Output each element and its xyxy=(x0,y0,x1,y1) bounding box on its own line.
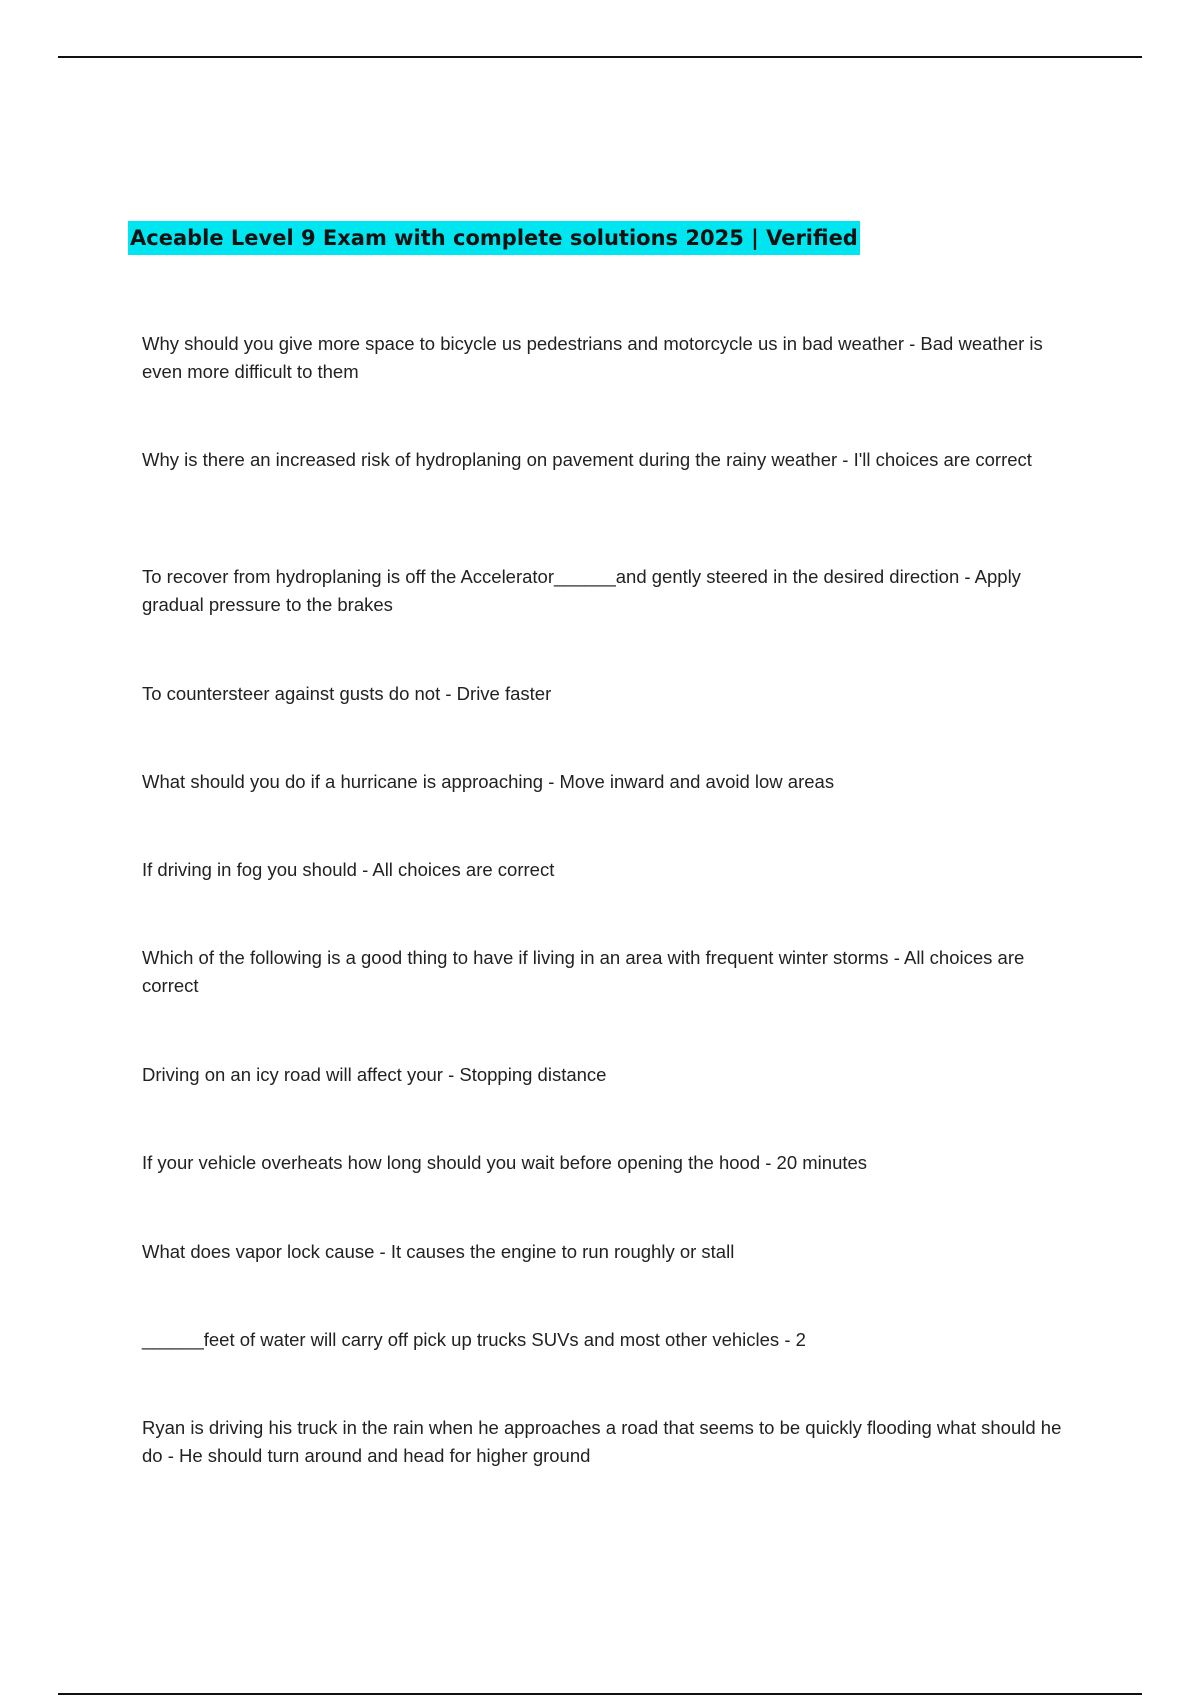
qa-item-5: What should you do if a hurricane is approaching - Move inward and avoid low areas xyxy=(142,771,835,792)
document-title: Aceable Level 9 Exam with complete solutions 2025 | Verified xyxy=(128,221,860,255)
qa-item-9: If your vehicle overheats how long should you wait before opening the hood - 20 minutes xyxy=(142,1152,868,1173)
top-rule xyxy=(58,56,1142,58)
qa-item-7: Which of the following is a good thing to have if living in an area with frequent winter storms - All choices are correct xyxy=(142,947,1025,996)
title-block xyxy=(128,221,860,255)
qa-item-2: Why is there an increased risk of hydroplaning on pavement during the rainy weather - I'll choices are correct xyxy=(142,449,1032,470)
qa-item-10: What does vapor lock cause - It causes the engine to run roughly or stall xyxy=(142,1241,735,1262)
qa-item-12: Ryan is driving his truck in the rain when he approaches a road that seems to be quickly flooding what should he do - He should turn around and head for higher ground xyxy=(142,1417,1062,1466)
qa-item-6: If driving in fog you should - All choices are correct xyxy=(142,859,555,880)
qa-item-4: To countersteer against gusts do not - Drive faster xyxy=(142,683,552,704)
qa-item-1: Why should you give more space to bicycle us pedestrians and motorcycle us in bad weather - Bad weather is even more difficult to them xyxy=(142,333,1043,382)
qa-item-11: ______feet of water will carry off pick up trucks SUVs and most other vehicles - 2 xyxy=(142,1329,806,1350)
qa-item-8: Driving on an icy road will affect your - Stopping distance xyxy=(142,1064,607,1085)
bottom-rule xyxy=(58,1693,1142,1695)
qa-item-3: To recover from hydroplaning is off the Accelerator______and gently steered in the desired direction - Apply gradual pressure to the brakes xyxy=(142,566,1021,615)
